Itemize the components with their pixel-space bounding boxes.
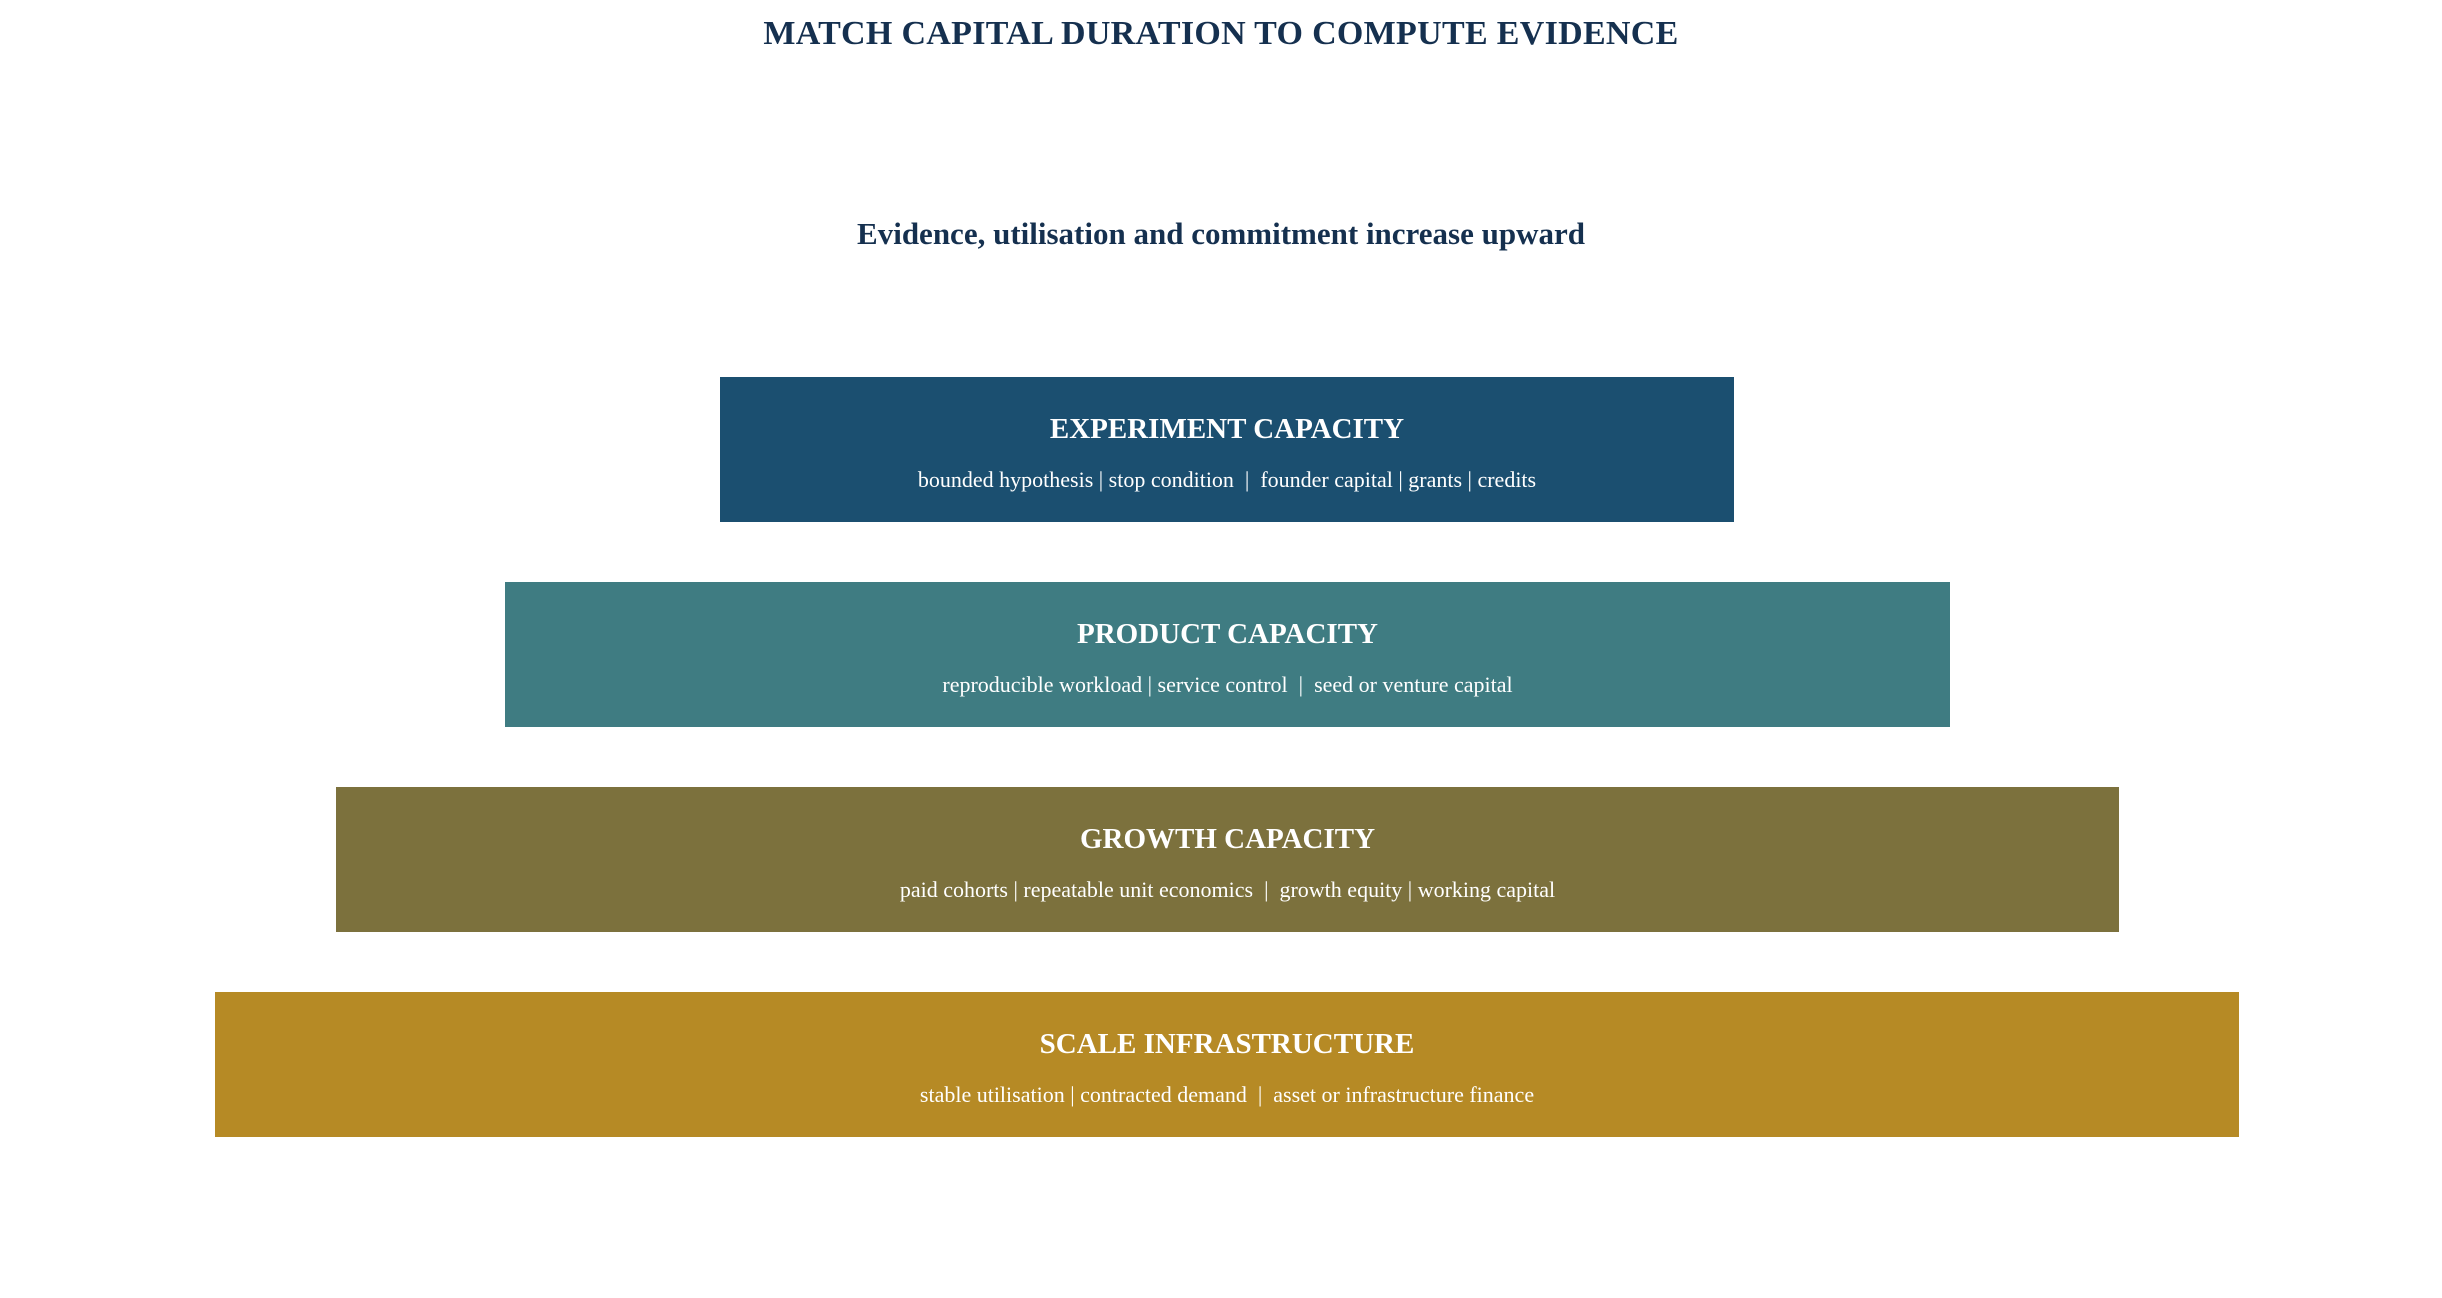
tier-title: GROWTH CAPACITY — [1079, 823, 1376, 855]
tier-title: PRODUCT CAPACITY — [1076, 618, 1379, 650]
tier-description: paid cohorts | repeatable unit economics | growth equity | working capital — [899, 877, 1556, 902]
diagram-title: MATCH CAPITAL DURATION TO COMPUTE EVIDENCE — [763, 15, 1679, 52]
diagram-subtitle: Evidence, utilisation and commitment increase upward — [857, 216, 1585, 251]
tier-description: reproducible workload | service control | seed or venture capital — [942, 672, 1513, 697]
tier-title: EXPERIMENT CAPACITY — [1049, 413, 1405, 445]
tier-growth-capacity — [336, 787, 2119, 932]
tier-experiment-capacity — [720, 377, 1734, 522]
tier-scale-infrastructure — [215, 992, 2239, 1137]
tier-title: SCALE INFRASTRUCTURE — [1039, 1028, 1415, 1060]
tier-product-capacity — [505, 582, 1950, 727]
tier-description: bounded hypothesis | stop condition | founder capital | grants | credits — [917, 467, 1537, 492]
tier-description: stable utilisation | contracted demand | asset or infrastructure finance — [919, 1082, 1535, 1107]
